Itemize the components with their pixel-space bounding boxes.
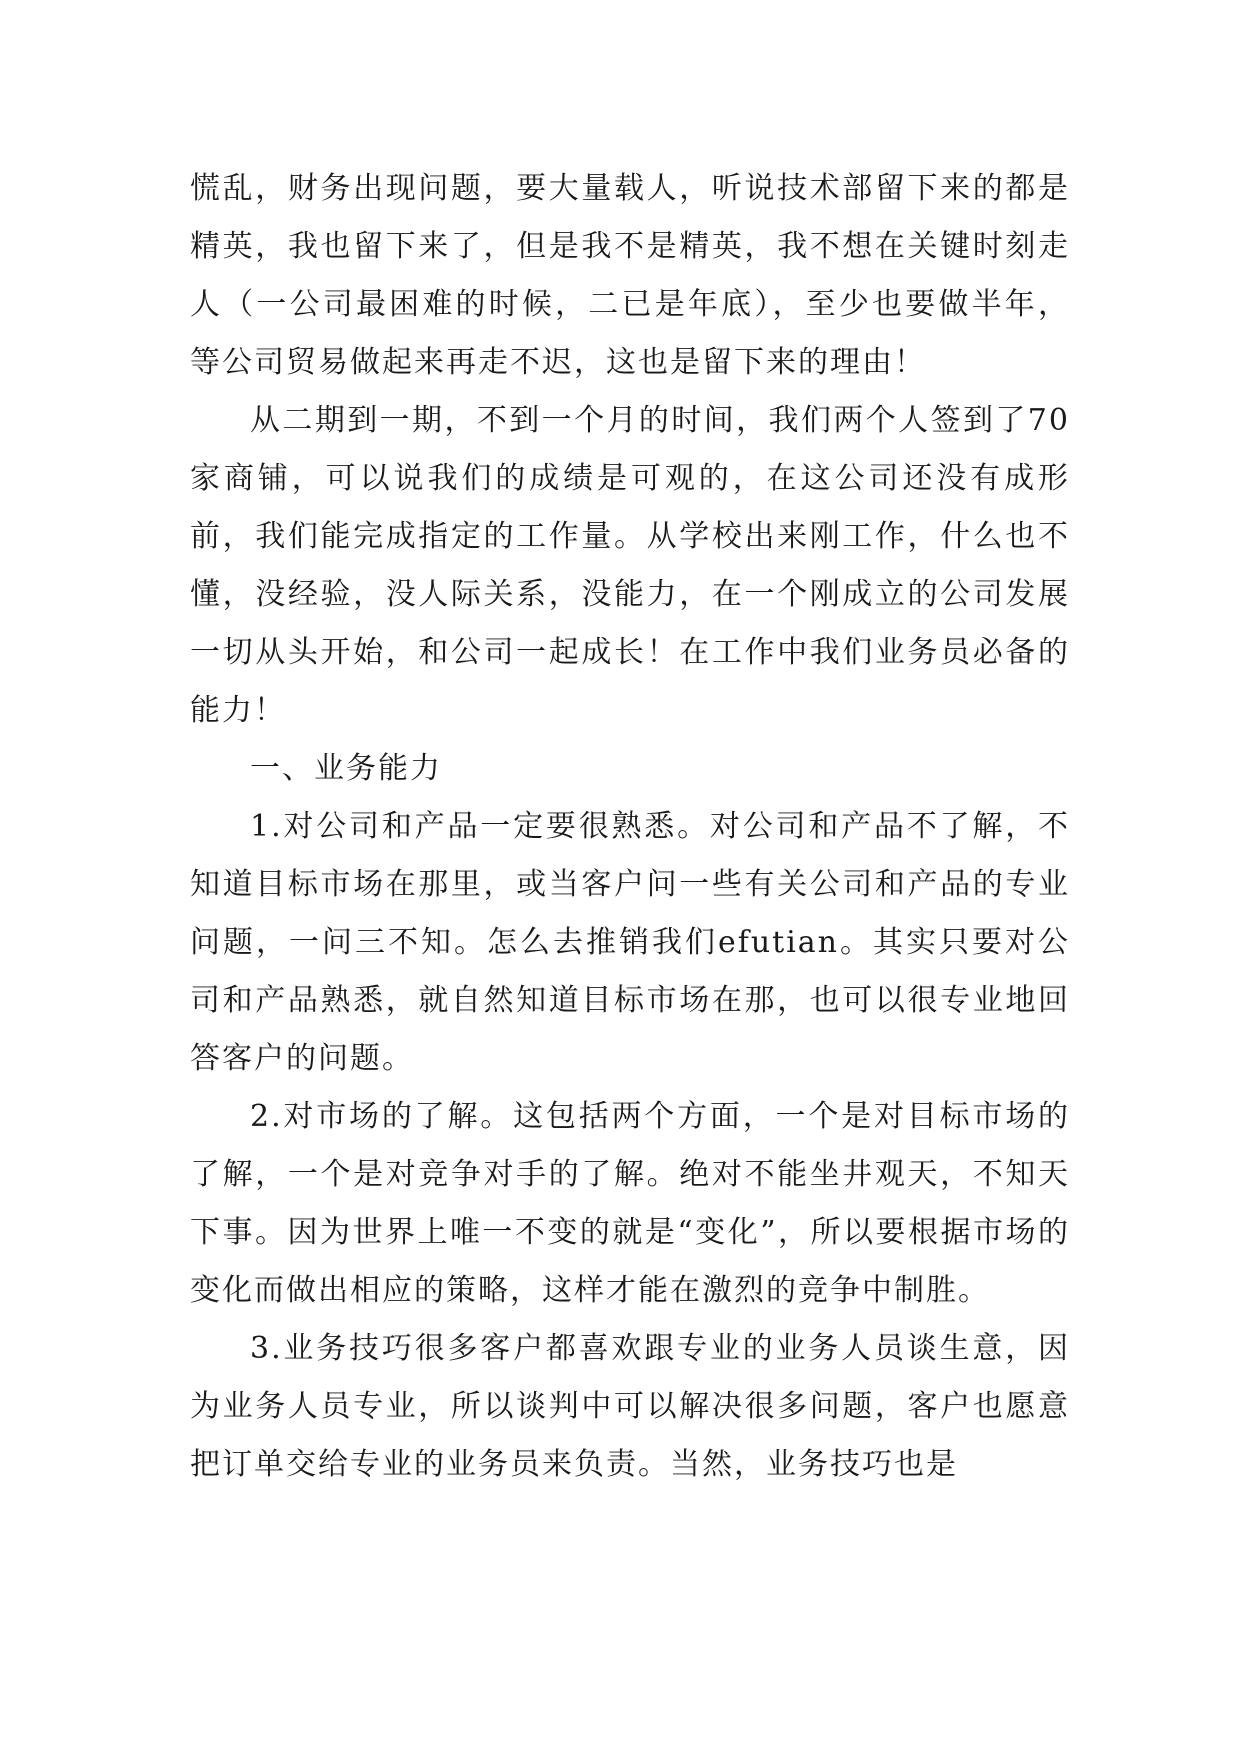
paragraph-point-1: 1.对公司和产品一定要很熟悉。对公司和产品不了解，不知道目标市场在那里，或当客户问一些有关公司和产品的专业问题，一问三不知。怎么去推销我们efutian。其实只要对公司和产品熟悉，就自然知道目标市场在那，也可以很专业地回答客户的问题。	[190, 809, 1070, 1076]
section-heading-business-ability: 一、业务能力	[250, 751, 442, 786]
paragraph-achievement: 从二期到一期，不到一个月的时间，我们两个人签到了70家商铺，可以说我们的成绩是可观的，在这公司还没有成形前，我们能完成指定的工作量。从学校出来刚工作，什么也不懂，没经验，没人际关系，没能力，在一个刚成立的公司发展一切从头开始，和公司一起成长！在工作中我们业务员必备的能力！	[190, 403, 1070, 728]
paragraph-continuation: 慌乱，财务出现问题，要大量载人，听说技术部留下来的都是精英，我也留下来了，但是我不是精英，我不想在关键时刻走人（一公司最困难的时候，二已是年底），至少也要做半年，等公司贸易做起来再走不迟，这也是留下来的理由！	[190, 171, 1070, 380]
paragraph-point-2: 2.对市场的了解。这包括两个方面，一个是对目标市场的了解，一个是对竞争对手的了解。绝对不能坐井观天，不知天下事。因为世界上唯一不变的就是“变化”，所以要根据市场的变化而做出相应的策略，这样才能在激烈的竞争中制胜。	[190, 1099, 1070, 1308]
paragraph-point-3: 3.业务技巧很多客户都喜欢跟专业的业务人员谈生意，因为业务人员专业，所以谈判中可以解决很多问题，客户也愿意把订单交给专业的业务员来负责。当然，业务技巧也是	[190, 1331, 1070, 1482]
document-body	[190, 160, 1070, 1494]
